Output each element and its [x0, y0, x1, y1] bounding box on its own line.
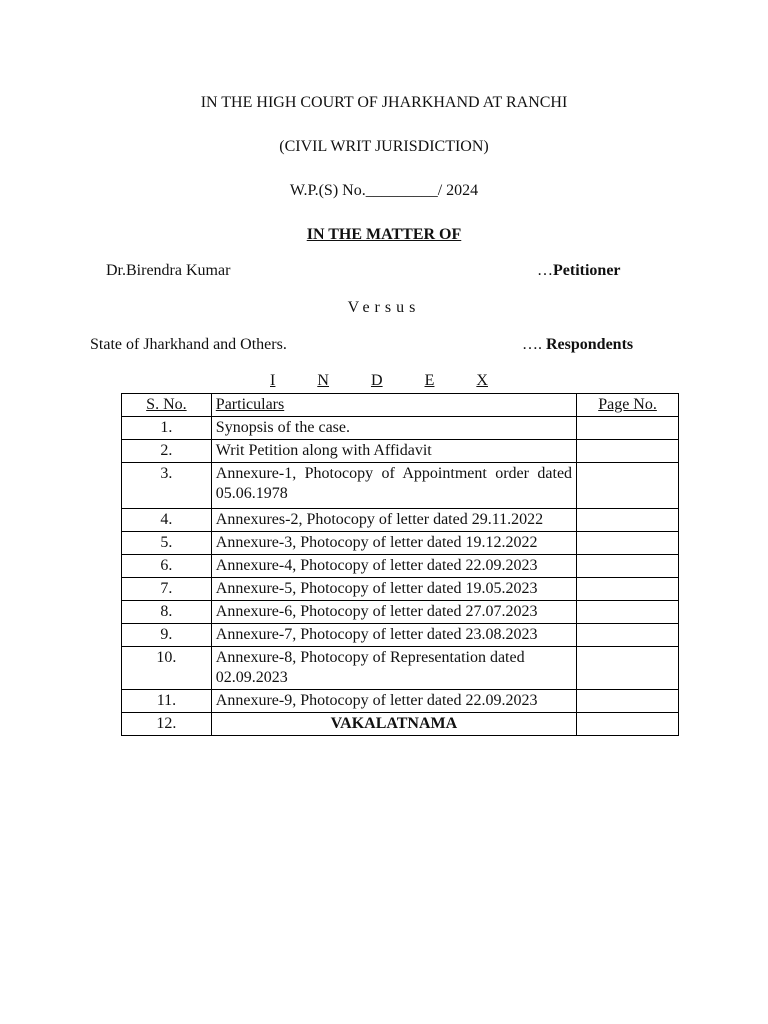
row-sno: 9.: [122, 624, 212, 647]
index-title: [270, 372, 488, 390]
table-row: [122, 601, 679, 624]
row-page: [577, 690, 679, 713]
table-row: [122, 555, 679, 578]
row-page: [577, 509, 679, 532]
row-sno: 4.: [122, 509, 212, 532]
row-sno: 8.: [122, 601, 212, 624]
respondent-name: State of Jharkhand and Others.: [90, 336, 287, 353]
row-page: [577, 713, 679, 736]
table-row: [122, 532, 679, 555]
row-page: [577, 417, 679, 440]
row-particulars: Annexure-7, Photocopy of letter dated 23.08.2023: [211, 624, 576, 647]
row-sno: 3.: [122, 463, 212, 509]
row-sno: 6.: [122, 555, 212, 578]
row-particulars: Annexure-4, Photocopy of letter dated 22.09.2023: [211, 555, 576, 578]
row-particulars: Synopsis of the case.: [211, 417, 576, 440]
row-page: [577, 624, 679, 647]
row-particulars: Annexure-6, Photocopy of letter dated 27.07.2023: [211, 601, 576, 624]
row-particulars: Writ Petition along with Affidavit: [211, 440, 576, 463]
row-page: [577, 601, 679, 624]
case-number: W.P.(S) No._________/ 2024: [289, 182, 479, 199]
in-the-matter-heading: IN THE MATTER OF: [306, 226, 462, 243]
petitioner-role: [537, 262, 621, 280]
court-title: IN THE HIGH COURT OF JHARKHAND AT RANCHI: [200, 94, 568, 111]
table-row: [122, 713, 679, 736]
row-particulars: Annexure-3, Photocopy of letter dated 19.12.2022: [211, 532, 576, 555]
versus-line: Versus: [347, 299, 421, 316]
row-sno: 2.: [122, 440, 212, 463]
table-row: [122, 647, 679, 690]
petitioner-name: Dr.Birendra Kumar: [106, 262, 231, 279]
row-particulars: VAKALATNAMA: [211, 713, 576, 736]
index-table: [121, 393, 679, 736]
row-sno: 7.: [122, 578, 212, 601]
row-sno: 1.: [122, 417, 212, 440]
row-page: [577, 440, 679, 463]
respondent-dots: ….: [522, 336, 546, 353]
index-letter: E: [424, 372, 435, 389]
index-header-row: [122, 394, 679, 417]
col-particulars-header: Particulars: [211, 394, 576, 417]
table-row: [122, 417, 679, 440]
row-page: [577, 578, 679, 601]
row-particulars: Annexures-2, Photocopy of letter dated 29.11.2022: [211, 509, 576, 532]
row-page: [577, 647, 679, 690]
petitioner-dots: …: [537, 262, 553, 279]
col-sno-header: S. No.: [122, 394, 212, 417]
table-row: [122, 440, 679, 463]
row-page: [577, 555, 679, 578]
row-sno: 5.: [122, 532, 212, 555]
table-row: [122, 624, 679, 647]
index-letter: N: [317, 372, 329, 389]
row-sno: 12.: [122, 713, 212, 736]
row-particulars: Annexure-5, Photocopy of letter dated 19.05.2023: [211, 578, 576, 601]
table-row: [122, 578, 679, 601]
table-row: [122, 509, 679, 532]
col-page-header: Page No.: [577, 394, 679, 417]
index-letter: I: [270, 372, 276, 389]
respondent-role: [522, 336, 633, 354]
petitioner-label: Petitioner: [553, 262, 621, 279]
row-particulars: Annexure-1, Photocopy of Appointment order dated 05.06.1978: [211, 463, 576, 509]
row-sno: 10.: [122, 647, 212, 690]
respondent-label: Respondents: [546, 336, 634, 353]
row-sno: 11.: [122, 690, 212, 713]
row-page: [577, 463, 679, 509]
table-row: [122, 690, 679, 713]
index-letter: D: [370, 372, 383, 389]
row-particulars: Annexure-8, Photocopy of Representation dated 02.09.2023: [211, 647, 576, 690]
table-row: [122, 463, 679, 509]
row-page: [577, 532, 679, 555]
index-letter: X: [476, 372, 488, 389]
row-particulars: Annexure-9, Photocopy of letter dated 22.09.2023: [211, 690, 576, 713]
jurisdiction-line: (CIVIL WRIT JURISDICTION): [279, 138, 489, 155]
